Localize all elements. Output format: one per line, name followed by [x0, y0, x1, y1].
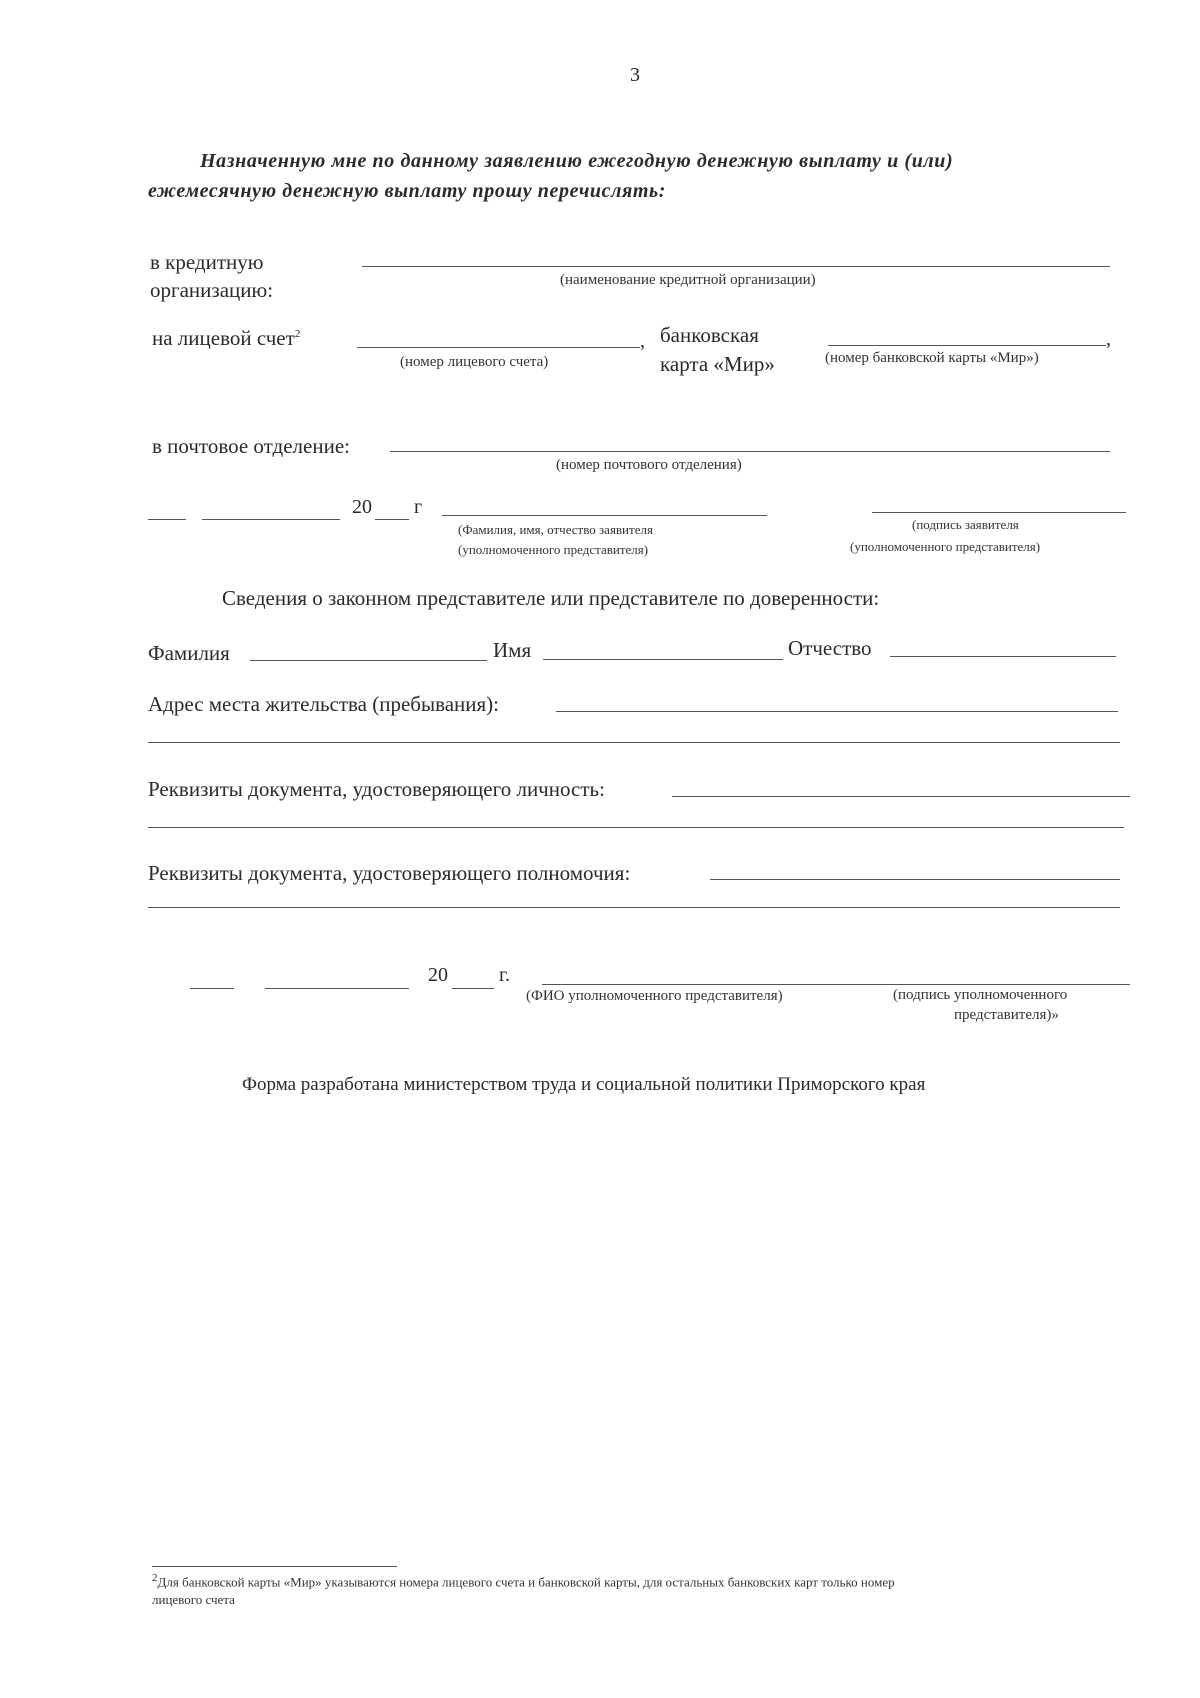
date1-year-suffix: г: [414, 496, 423, 518]
account-label: на лицевой счет$^2$: [152, 326, 301, 350]
auth-doc-field-2[interactable]: [148, 907, 1120, 908]
date1-year-prefix: 20: [352, 496, 372, 518]
form-note: Форма разработана министерством труда и социальной политики Приморского края: [242, 1074, 926, 1095]
rep-heading: Сведения о законном представителе или представителе по доверенности:: [222, 586, 880, 610]
post-label: в почтовое отделение:: [152, 434, 350, 458]
credit-org-label-2: организацию:: [150, 278, 274, 302]
date2-sign-caption-2: представителя)»: [954, 1007, 1059, 1023]
date2-year-prefix: 20: [428, 964, 448, 986]
footnote-mark: 2: [152, 1572, 158, 1584]
post-caption: (номер почтового отделения): [556, 457, 742, 473]
account-number-field[interactable]: [357, 347, 640, 348]
footnote-ref: 2: [294, 328, 301, 340]
name-label: Имя: [493, 638, 532, 662]
date1-signature-field[interactable]: [872, 512, 1126, 513]
credit-org-label-1: в кредитную: [150, 250, 264, 274]
auth-doc-label: Реквизиты документа, удостоверяющего полномочия:: [148, 861, 631, 885]
date1-sign-caption-1: (подпись заявителя: [912, 517, 1019, 532]
date1-sign-caption-2: (уполномоченного представителя): [850, 539, 1041, 554]
date2-year-suffix: г.: [499, 964, 510, 986]
account-caption: (номер лицевого счета): [400, 354, 549, 370]
patronymic-field[interactable]: [890, 656, 1116, 657]
date2-sign-caption-1: (подпись уполномоченного: [893, 987, 1068, 1003]
card-caption: (номер банковской карты «Мир»): [825, 350, 1039, 366]
id-doc-field-1[interactable]: [672, 796, 1130, 797]
date1-fio-caption-2: (уполномоченного представителя): [458, 542, 649, 557]
intro-line-1: Назначенную мне по данному заявлению ежегодную денежную выплату и (или): [200, 150, 954, 172]
card-label-1: банковская: [660, 323, 759, 347]
post-office-field[interactable]: [390, 451, 1110, 452]
date2-day-field[interactable]: [190, 988, 234, 989]
card-number-field[interactable]: [828, 345, 1106, 346]
address-field-2[interactable]: [148, 742, 1120, 743]
credit-org-caption: (наименование кредитной организации): [560, 272, 816, 288]
address-field-1[interactable]: [556, 711, 1118, 712]
date1-fio-caption-1: (Фамилия, имя, отчество заявителя: [458, 522, 653, 537]
footnote-separator: [152, 1566, 397, 1567]
id-doc-field-2[interactable]: [148, 827, 1124, 828]
auth-doc-field-1[interactable]: [710, 879, 1120, 880]
footnote-line-1: $^2$Для банковской карты «Мир» указываются номера лицевого счета и банковской карты, для остальных банковских карт только номер: [152, 1572, 895, 1590]
id-doc-label: Реквизиты документа, удостоверяющего личность:: [148, 777, 605, 801]
footnote-line-2: лицевого счета: [152, 1592, 235, 1607]
date2-year-field[interactable]: [452, 988, 494, 989]
card-comma: ,: [1106, 328, 1111, 350]
date1-year-field[interactable]: [375, 519, 409, 520]
date2-fio-signature-field[interactable]: [542, 984, 1130, 985]
date2-fio-caption: (ФИО уполномоченного представителя): [526, 988, 783, 1004]
credit-org-field[interactable]: [362, 266, 1110, 267]
surname-label: Фамилия: [148, 641, 230, 665]
card-label-2: карта «Мир»: [660, 352, 775, 376]
date1-month-field[interactable]: [202, 519, 340, 520]
patronymic-label: Отчество: [788, 636, 872, 660]
intro-line-2: ежемесячную денежную выплату прошу перечислять:: [148, 180, 667, 202]
date2-month-field[interactable]: [265, 988, 409, 989]
date1-day-field[interactable]: [148, 519, 186, 520]
date1-fio-field[interactable]: [442, 515, 767, 516]
surname-field[interactable]: [250, 660, 487, 661]
account-comma: ,: [640, 330, 645, 352]
name-field[interactable]: [543, 659, 783, 660]
page-number: 3: [630, 64, 640, 86]
address-label: Адрес места жительства (пребывания):: [148, 692, 500, 716]
